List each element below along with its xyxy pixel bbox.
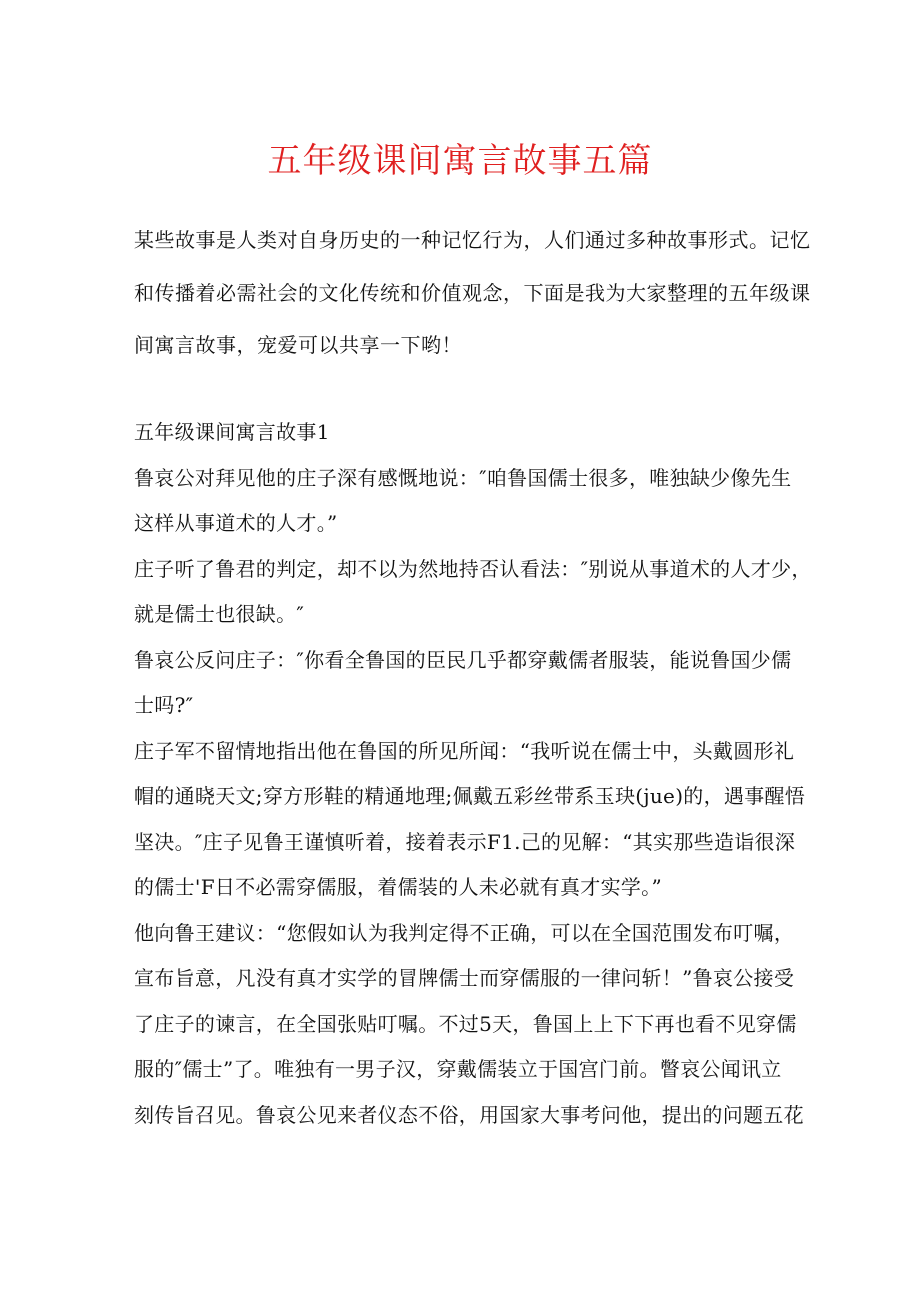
paragraph-line: 的儒士'F日不必需穿儒服，着儒装的人未必就有真才实学。” <box>134 875 662 899</box>
paragraph-line: 庄子军不留情地指出他在鲁国的所见所闻：“我听说在儒士中，头戴圆形礼 <box>134 738 795 763</box>
intro-paragraph <box>134 214 811 372</box>
paragraph-line: 帽的通晓天文;穿方形鞋的精通地理;佩戴五彩丝带系玉玦(jue)的，遇事醒悟 <box>134 784 806 808</box>
paragraph-line: 宣布旨意，凡没有真才实学的冒牌儒士而穿儒服的一律问斩！”鲁哀公接受 <box>134 966 795 990</box>
paragraph-line: 服的″儒士”了。唯独有一男子汉，穿戴儒装立于国宫门前。瞥哀公闻讯立 <box>134 1057 782 1081</box>
story-paragraph-5 <box>134 911 804 1139</box>
story-paragraph-4 <box>134 729 804 911</box>
paragraph-line: 庄子听了鲁君的判定，却不以为然地持否认看法：″别说从事道术的人才少， <box>134 556 812 581</box>
paragraph-line: 这样从事道术的人才。” <box>134 511 338 535</box>
story-paragraph-3 <box>134 638 804 729</box>
section-heading <box>134 410 804 456</box>
story-section <box>134 410 812 1138</box>
story-paragraph-1 <box>134 456 804 547</box>
paragraph-line: 士吗?″ <box>134 693 194 717</box>
intro-line: 间寓言故事，宠爱可以共享一下哟！ <box>134 333 462 357</box>
section-heading-text: 五年级课间寓言故事1 <box>134 420 330 444</box>
story-paragraph-2 <box>134 547 812 638</box>
paragraph-line: 他向鲁王建议：“您假如认为我判定得不正确，可以在全国范围发布叮嘱， <box>134 920 795 945</box>
paragraph-line: 就是儒士也很缺。″ <box>134 602 305 626</box>
intro-line: 和传播着必需社会的文化传统和价值观念，下面是我为大家整理的五年级课 <box>134 280 811 305</box>
paragraph-line: 了庄子的谏言，在全国张贴叮嘱。不过5天，鲁国上上下下再也看不见穿儒 <box>134 1011 797 1036</box>
intro-line: 某些故事是人类对自身历史的一种记忆行为，人们通过多种故事形式。记忆 <box>134 228 811 252</box>
paragraph-line: 坚决。″庄子见鲁王谨慎听着，接着表示F1.己的见解：“其实那些造诣很深 <box>134 829 796 854</box>
document-title: 五年级课间寓言故事五篇 <box>267 141 653 181</box>
paragraph-line: 鲁哀公反问庄子：″你看全鲁国的臣民几乎都穿戴儒者服装，能说鲁国少儒 <box>134 647 792 672</box>
paragraph-line: 鲁哀公对拜见他的庄子深有感慨地说：″咱鲁国儒士很多，唯独缺少像先生 <box>134 465 792 490</box>
paragraph-line: 刻传旨召见。鲁哀公见来者仪态不俗，用国家大事考问他，提出的问题五花 <box>134 1102 804 1127</box>
